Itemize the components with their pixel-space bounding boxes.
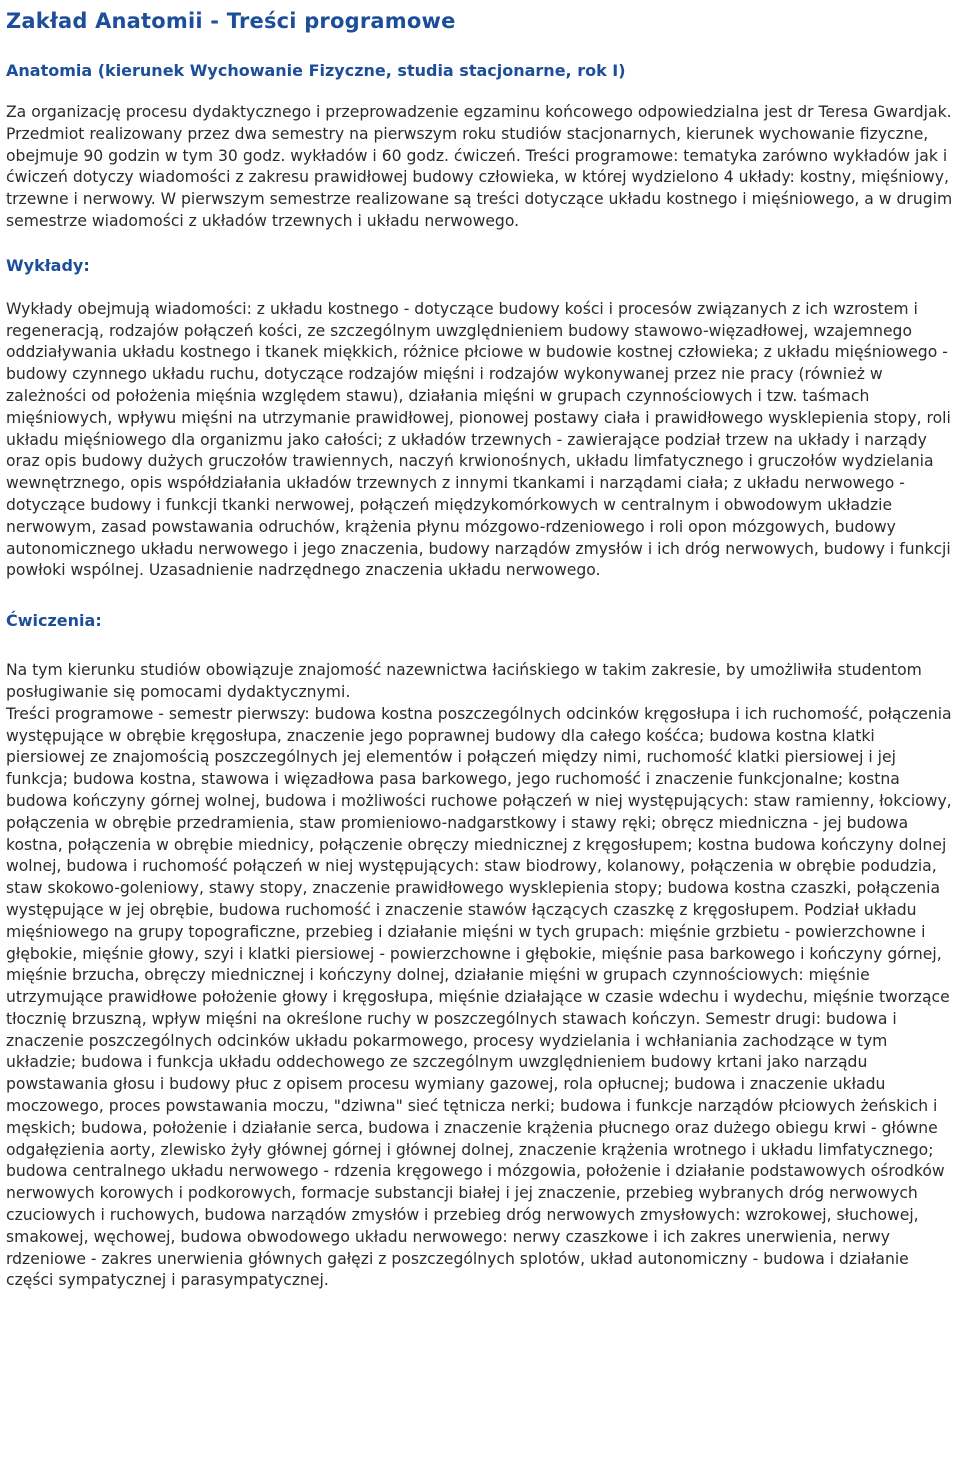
page-title: Zakład Anatomii - Treści programowe [6, 9, 456, 33]
exercises-intro-paragraph: Na tym kierunku studiów obowiązuje znajomość nazewnictwa łacińskiego w takim zakresie, by umożliwiła studentom posługiwanie się pomocami dydaktycznymi. [6, 661, 922, 701]
exercises-content-paragraph: Treści programowe - semestr pierwszy: budowa kostna poszczególnych odcinków kręgosłupa i ich ruchomość, połączenia występujące w obrębie kręgosłupa, znaczenie jego poprawnej budowy dla całego kośćca; budowa kostna klatki piersiowej ze znajomością poszczególnych jej elementów i połączeń między nimi, ruchomość klatki piersiowej i jej funkcja; budowa kostna, stawowa i więzadłowa pasa barkowego, jego ruchomość i znaczenie funkcjonalne; kostna budowa kończyny górnej wolnej, budowa i możliwości ruchowe połączeń w niej występujących: staw ramienny, łokciowy, połączenia w obrębie przedramienia, staw promieniowo-nadgarstkowy i stawy ręki; obręcz miedniczna - jej budowa kostna, połączenia w obrębie miednicy, połączenie obręczy miednicznej z kręgosłupem; kostna budowa kończyny dolnej wolnej, budowa i ruchomość połączeń w niej występujących: staw biodrowy, kolanowy, połączenia w obrębie podudzia, staw skokowo-goleniowy, stawy stopy, znaczenie prawidłowego wysklepienia stopy; budowa kostna czaszki, połączenia występujące w jej obrębie, budowa ruchomość i znaczenie stawów łączących czaszkę z kręgosłupem. Podział układu mięśniowego na grupy topograficzne, przebieg i działanie mięśni w tych grupach: mięśnie grzbietu - powierzchowne i głębokie, mięśnie głowy, szyi i klatki piersiowej - powierzchowne i głębokie, mięśnie pasa barkowego i kończyny górnej, mięśnie brzucha, obręczy miednicznej i kończyny dolnej, działanie mięśni w grupach czynnościowych: mięśnie utrzymujące prawidłowe położenie głowy i kręgosłupa, mięśnie działające w czasie wdechu i wydechu, mięśnie tworzące tłocznię brzuszną, wpływ mięśni na określone ruchy w poszczególnych stawach kończyn. Semestr drugi: budowa i znaczenie poszczególnych odcinków układu pokarmowego, procesy wydzielania i wchłaniania zachodzące w tym układzie; budowa i funkcja układu oddechowego ze szczególnym uwzględnieniem budowy krtani jako narządu powstawania głosu i budowy płuc z opisem procesu wymiany gazowej, rola opłucnej; budowa i znaczenie układu moczowego, proces powstawania moczu, "dziwna" sieć tętnicza nerki; budowa i funkcje narządów płciowych żeńskich i męskich; budowa, położenie i działanie serca, budowa i znaczenie krążenia płucnego oraz dużego obiegu krwi - główne odgałęzienia aorty, zlewisko żyły głównej górnej i głównej dolnej, znaczenie krążenia wrotnego i układu limfatycznego; budowa centralnego układu nerwowego - rdzenia kręgowego i mózgowia, położenie i działanie podstawowych ośrodków nerwowych korowych i podkorowych, formacje substancji białej i jej znaczenie, przebieg wybranych dróg nerwowych czuciowych i ruchowych, budowa narządów zmysłów i przebieg dróg nerwowych zmysłowych: wzrokowej, słuchowej, smakowej, węchowej, budowa obwodowego układu nerwowego: nerwy czaszkowe i ich zakres unerwienia, nerwy rdzeniowe - zakres unerwienia głównych gałęzi z poszczególnych splotów, układ autonomiczny - budowa i działanie części sympatycznej i parasympatycznej. [6, 704, 952, 1290]
lectures-heading: Wykłady: [6, 255, 90, 275]
lectures-paragraph: Wykłady obejmują wiadomości: z układu kostnego - dotyczące budowy kości i procesów związanych z ich wzrostem i regeneracją, rodzajów połączeń kości, ze szczególnym uwzględnieniem budowy stawowo-więzadłowej, wzajemnego oddziaływania układu kostnego i tkanek miękkich, różnice płciowe w budowie kostnej człowieka; z układu mięśniowego - budowy czynnego układu ruchu, dotyczące rodzajów mięśni i rodzajów wykonywanej przez nie pracy (również w zależności od położenia mięśnia względem stawu), działania mięśni w grupach czynnościowych i tzw. taśmach mięśniowych, wpływu mięśni na utrzymanie prawidłowej, pionowej postawy ciała i prawidłowego wysklepienia stopy, roli układu mięśniowego dla organizmu jako całości; z układów trzewnych - zawierające podział trzew na układy i narządy oraz opis budowy dużych gruczołów trawiennych, naczyń krwionośnych, układu limfatycznego i gruczołów wydzielania wewnętrznego, opis współdziałania układów trzewnych z innymi tkankami i narządami ciała; z układu nerwowego - dotyczące budowy i funkcji tkanki nerwowej, połączeń międzykomórkowych w centralnym i obwodowym układzie nerwowym, zasad powstawania odruchów, krążenia płynu mózgowo-rdzeniowego i roli opon mózgowych, budowy autonomicznego układu nerwowego i jego znaczenia, budowy narządów zmysłów i ich dróg nerwowych, budowy i funkcji powłoki wspólnej. Uzasadnienie nadrzędnego znaczenia układu nerwowego. [6, 299, 951, 580]
intro-paragraph: Za organizację procesu dydaktycznego i przeprowadzenie egzaminu końcowego odpowiedzialna jest dr Teresa Gwardjak. Przedmiot realizowany przez dwa semestry na pierwszym roku studiów stacjonarnych, kierunek wychowanie fizyczne, obejmuje 90 godzin w tym 30 godz. wykładów i 60 godz. ćwiczeń. Treści programowe: tematyka zarówno wykładów jak i ćwiczeń dotyczy wiadomości z zakresu prawidłowej budowy człowieka, w której wydzielono 4 układy: kostny, mięśniowy, trzewne i nerwowy. W pierwszym semestrze realizowane są treści dotyczące układu kostnego i mięśniowego, a w drugim semestrze wiadomości z układów trzewnych i układu nerwowego. [6, 103, 953, 230]
exercises-heading: Ćwiczenia: [6, 611, 102, 631]
course-subtitle: Anatomia (kierunek Wychowanie Fizyczne, studia stacjonarne, rok I) [6, 61, 626, 80]
